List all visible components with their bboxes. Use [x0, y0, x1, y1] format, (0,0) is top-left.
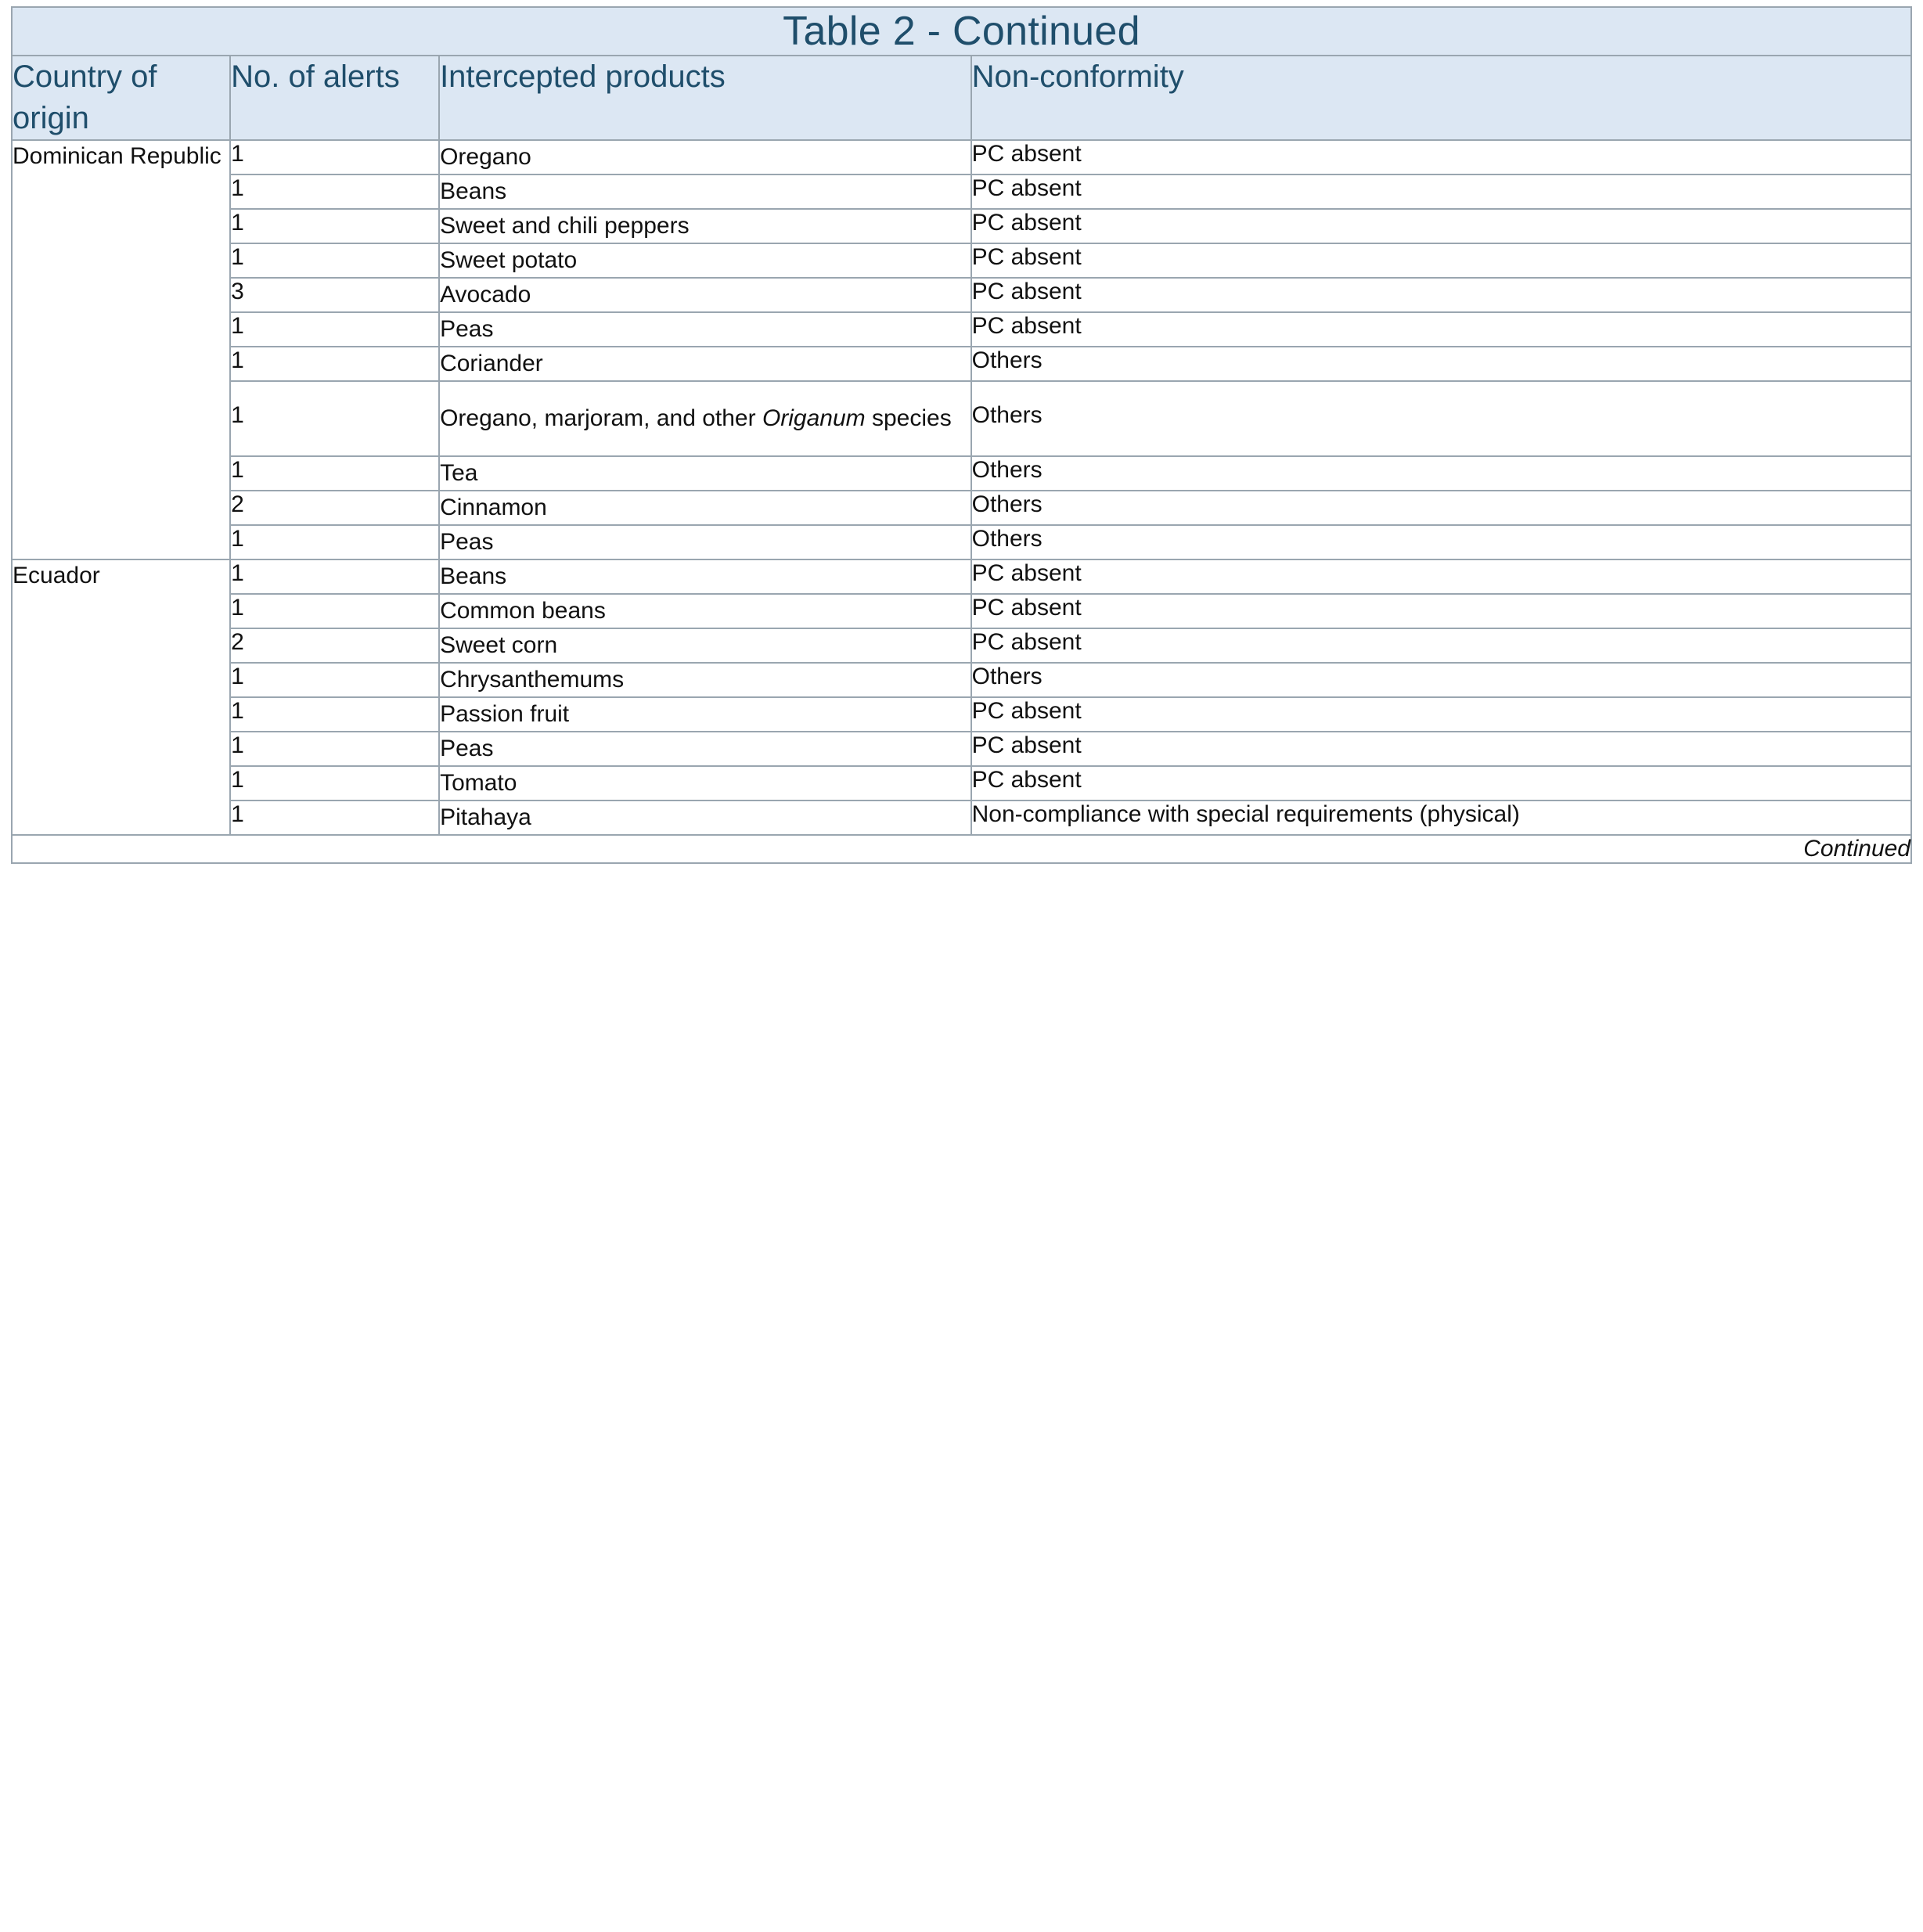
cell-number-of-alerts: 1	[230, 243, 439, 278]
table-row	[12, 381, 1911, 456]
table-row	[12, 732, 1911, 766]
cell-intercepted-product	[439, 663, 971, 697]
cell-intercepted-product	[439, 801, 971, 835]
product-text: Peas	[440, 315, 494, 342]
product-text: Beans	[440, 563, 507, 589]
cell-non-conformity: PC absent	[971, 209, 1911, 243]
continued-note: Continued	[12, 835, 1911, 863]
cell-intercepted-product	[439, 732, 971, 766]
cell-number-of-alerts: 1	[230, 559, 439, 594]
product-text: Sweet potato	[440, 246, 578, 273]
column-header-country: Country of origin	[12, 56, 230, 140]
table-header-row	[12, 56, 1911, 140]
cell-intercepted-product	[439, 628, 971, 663]
table-row	[12, 209, 1911, 243]
cell-number-of-alerts: 1	[230, 347, 439, 381]
cell-non-conformity: PC absent	[971, 243, 1911, 278]
column-header-nonconformity: Non-conformity	[971, 56, 1911, 140]
cell-non-conformity: Others	[971, 456, 1911, 491]
product-text: Beans	[440, 178, 507, 204]
cell-number-of-alerts: 1	[230, 140, 439, 174]
product-text: Avocado	[440, 281, 531, 308]
cell-number-of-alerts: 1	[230, 594, 439, 628]
product-text: Oregano	[440, 143, 531, 170]
cell-non-conformity: PC absent	[971, 559, 1911, 594]
cell-non-conformity: Others	[971, 491, 1911, 525]
table-row	[12, 278, 1911, 312]
table-row	[12, 594, 1911, 628]
product-text: Sweet and chili peppers	[440, 212, 690, 239]
table-row	[12, 628, 1911, 663]
table-title: Table 2 - Continued	[12, 7, 1911, 56]
cell-non-conformity: Others	[971, 525, 1911, 559]
table-row	[12, 491, 1911, 525]
cell-intercepted-product	[439, 209, 971, 243]
cell-non-conformity: PC absent	[971, 140, 1911, 174]
cell-country-of-origin: Dominican Republic	[12, 140, 230, 559]
cell-intercepted-product	[439, 174, 971, 209]
cell-non-conformity: PC absent	[971, 312, 1911, 347]
cell-country-of-origin: Ecuador	[12, 559, 230, 835]
cell-non-conformity: PC absent	[971, 174, 1911, 209]
table-row	[12, 663, 1911, 697]
cell-number-of-alerts: 2	[230, 491, 439, 525]
product-text: Chrysanthemums	[440, 666, 625, 693]
cell-intercepted-product	[439, 312, 971, 347]
product-text: Passion fruit	[440, 700, 570, 727]
cell-number-of-alerts: 1	[230, 174, 439, 209]
cell-non-conformity: PC absent	[971, 278, 1911, 312]
product-text-tail: species	[865, 405, 952, 431]
table-row	[12, 766, 1911, 801]
cell-number-of-alerts: 1	[230, 801, 439, 835]
cell-intercepted-product	[439, 491, 971, 525]
cell-number-of-alerts: 2	[230, 628, 439, 663]
cell-non-conformity: Others	[971, 347, 1911, 381]
cell-non-conformity: Non-compliance with special requirements (physical)	[971, 801, 1911, 835]
table-title-row	[12, 7, 1911, 56]
cell-number-of-alerts: 1	[230, 697, 439, 732]
cell-number-of-alerts: 1	[230, 381, 439, 456]
cell-intercepted-product	[439, 766, 971, 801]
cell-intercepted-product	[439, 559, 971, 594]
cell-intercepted-product	[439, 456, 971, 491]
product-text: Peas	[440, 528, 494, 555]
table-footer-row	[12, 835, 1911, 863]
cell-intercepted-product	[439, 278, 971, 312]
cell-number-of-alerts: 1	[230, 766, 439, 801]
table-row	[12, 312, 1911, 347]
product-text: Oregano, marjoram, and other	[440, 405, 762, 431]
cell-number-of-alerts: 1	[230, 456, 439, 491]
table-row	[12, 140, 1911, 174]
table-head	[12, 7, 1911, 140]
product-text: Cinnamon	[440, 494, 547, 520]
cell-intercepted-product	[439, 140, 971, 174]
product-text: Tomato	[440, 769, 517, 796]
cell-non-conformity: PC absent	[971, 697, 1911, 732]
column-header-alerts: No. of alerts	[230, 56, 439, 140]
cell-number-of-alerts: 1	[230, 732, 439, 766]
cell-number-of-alerts: 1	[230, 525, 439, 559]
product-text: Common beans	[440, 597, 606, 624]
cell-non-conformity: PC absent	[971, 732, 1911, 766]
table-row	[12, 525, 1911, 559]
cell-non-conformity: PC absent	[971, 628, 1911, 663]
product-text: Sweet corn	[440, 631, 558, 658]
cell-intercepted-product	[439, 594, 971, 628]
cell-intercepted-product	[439, 381, 971, 456]
column-header-products: Intercepted products	[439, 56, 971, 140]
table-row	[12, 559, 1911, 594]
product-text: Peas	[440, 735, 494, 761]
cell-number-of-alerts: 1	[230, 312, 439, 347]
cell-intercepted-product	[439, 697, 971, 732]
table-page	[0, 0, 1923, 875]
table-foot	[12, 835, 1911, 863]
table-body	[12, 140, 1911, 835]
table-row	[12, 801, 1911, 835]
table-row	[12, 456, 1911, 491]
data-table	[11, 6, 1912, 864]
table-row	[12, 347, 1911, 381]
cell-non-conformity: PC absent	[971, 766, 1911, 801]
product-text: Coriander	[440, 350, 543, 376]
cell-number-of-alerts: 1	[230, 209, 439, 243]
table-row	[12, 697, 1911, 732]
product-text: Pitahaya	[440, 804, 531, 830]
product-species-italic: Origanum	[762, 405, 866, 431]
table-row	[12, 243, 1911, 278]
cell-intercepted-product	[439, 347, 971, 381]
cell-intercepted-product	[439, 525, 971, 559]
cell-non-conformity: Others	[971, 663, 1911, 697]
cell-number-of-alerts: 3	[230, 278, 439, 312]
cell-intercepted-product	[439, 243, 971, 278]
product-text: Tea	[440, 459, 478, 486]
table-row	[12, 174, 1911, 209]
cell-non-conformity: PC absent	[971, 594, 1911, 628]
cell-non-conformity: Others	[971, 381, 1911, 456]
cell-number-of-alerts: 1	[230, 663, 439, 697]
